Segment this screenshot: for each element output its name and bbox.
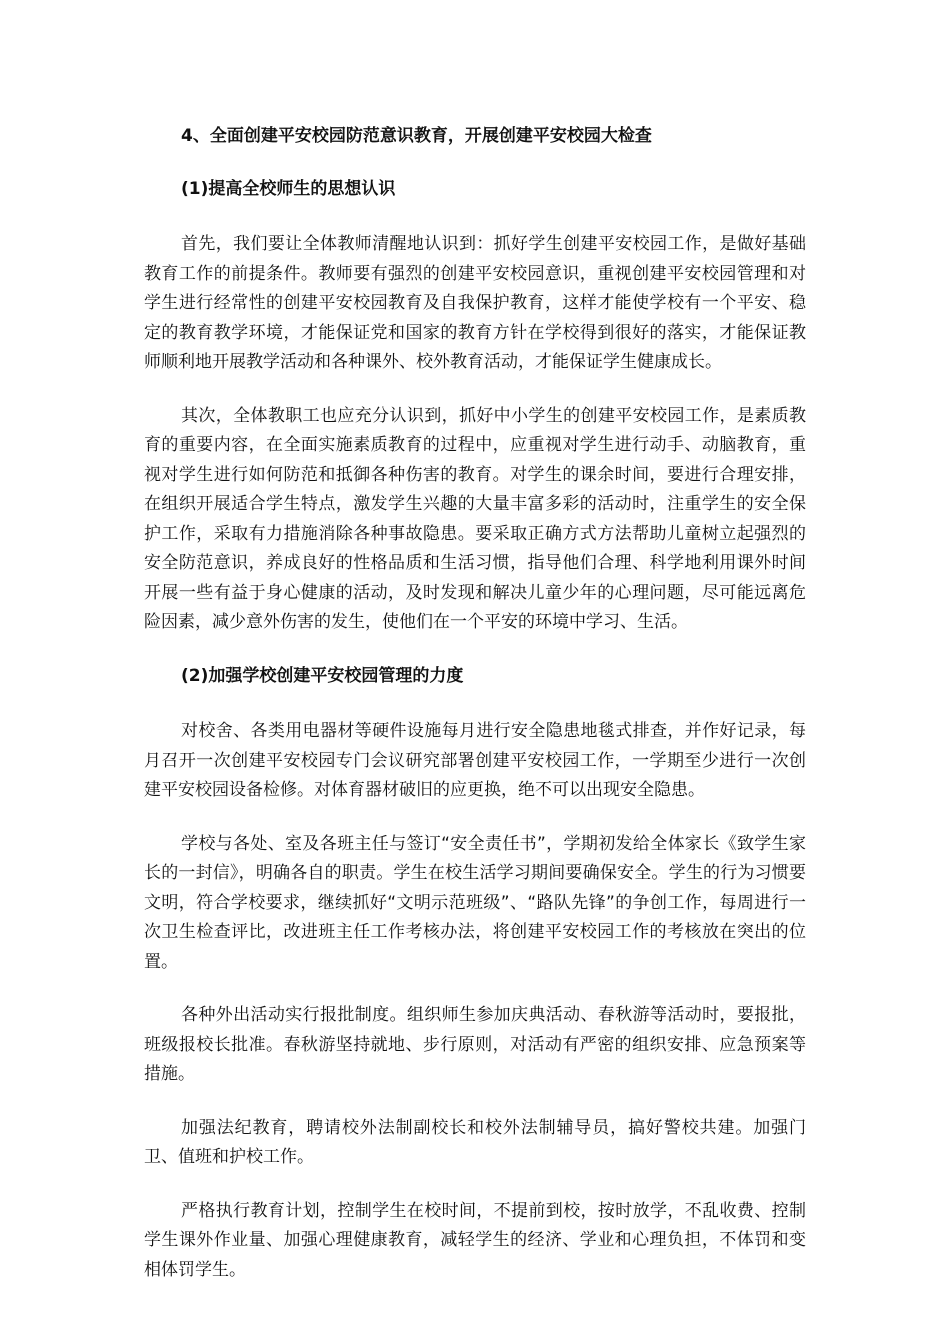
section-heading-main: 4、全面创建平安校园防范意识教育，开展创建平安校园大检查: [181, 126, 652, 146]
paragraph-2: 其次，全体教职工也应充分认识到，抓好中小学生的创建平安校园工作，是素质教育的重要内容，在全面实施素质教育的过程中，应重视对学生进行动手、动脑教育，重视对学生进行如何防范和抵御各种伤害的教育。对学生的课余时间，要进行合理安排，在组织开展适合学生特点，激发学生兴趣的大量丰富多彩的活动时，注重学生的安全保护工作，采取有力措施消除各种事故隐患。要采取正确方式方法帮助儿童树立起强烈的安全防范意识，养成良好的性格品质和生活习惯，指导他们合理、科学地利用课外时间开展一些有益于身心健康的活动，及时发现和解决儿童少年的心理问题，尽可能远离危险因素，减少意外伤害的发生，使他们在一个平安的环境中学习、生活。: [144, 405, 806, 632]
paragraph-5: 各种外出活动实行报批制度。组织师生参加庆典活动、春秋游等活动时，要报批，班级报校长批准。春秋游坚持就地、步行原则，对活动有严密的组织安排、应急预案等措施。: [144, 1005, 806, 1084]
paragraph-3: 对校舍、各类用电器材等硬件设施每月进行安全隐患地毯式排查，并作好记录，每月召开一次创建平安校园专门会议研究部署创建平安校园工作，一学期至少进行一次创建平安校园设备检修。对体育器材破旧的应更换，绝不可以出现安全隐患。: [144, 721, 806, 800]
subsection-heading-2: (2)加强学校创建平安校园管理的力度: [181, 665, 464, 686]
paragraph-1: 首先，我们要让全体教师清醒地认识到：抓好学生创建平安校园工作，是做好基础教育工作的前提条件。教师要有强烈的创建平安校园意识，重视创建平安校园管理和对学生进行经常性的创建平安校园教育及自我保护教育，这样才能使学校有一个平安、稳定的教育教学环境，才能保证党和国家的教育方针在学校得到很好的落实，才能保证教师顺利地开展教学活动和各种课外、校外教育活动，才能保证学生健康成长。: [144, 234, 806, 372]
paragraph-7: 严格执行教育计划，控制学生在校时间，不提前到校，按时放学，不乱收费、控制学生课外作业量、加强心理健康教育，减轻学生的经济、学业和心理负担，不体罚和变相体罚学生。: [144, 1200, 806, 1280]
document-body: [144, 122, 806, 1309]
paragraph-4: 学校与各处、室及各班主任与签订“安全责任书”，学期初发给全体家长《致学生家长的一封信》，明确各自的职责。学生在校生活学习期间要确保安全。学生的行为习惯要文明，符合学校要求，继续抓好“文明示范班级”、“路队先锋”的争创工作，每周进行一次卫生检查评比，改进班主任工作考核办法，将创建平安校园工作的考核放在突出的位置。: [144, 833, 806, 972]
subsection-heading-1: (1)提高全校师生的思想认识: [181, 178, 396, 199]
paragraph-6: 加强法纪教育，聘请校外法制副校长和校外法制辅导员，搞好警校共建。加强门卫、值班和护校工作。: [144, 1117, 806, 1167]
